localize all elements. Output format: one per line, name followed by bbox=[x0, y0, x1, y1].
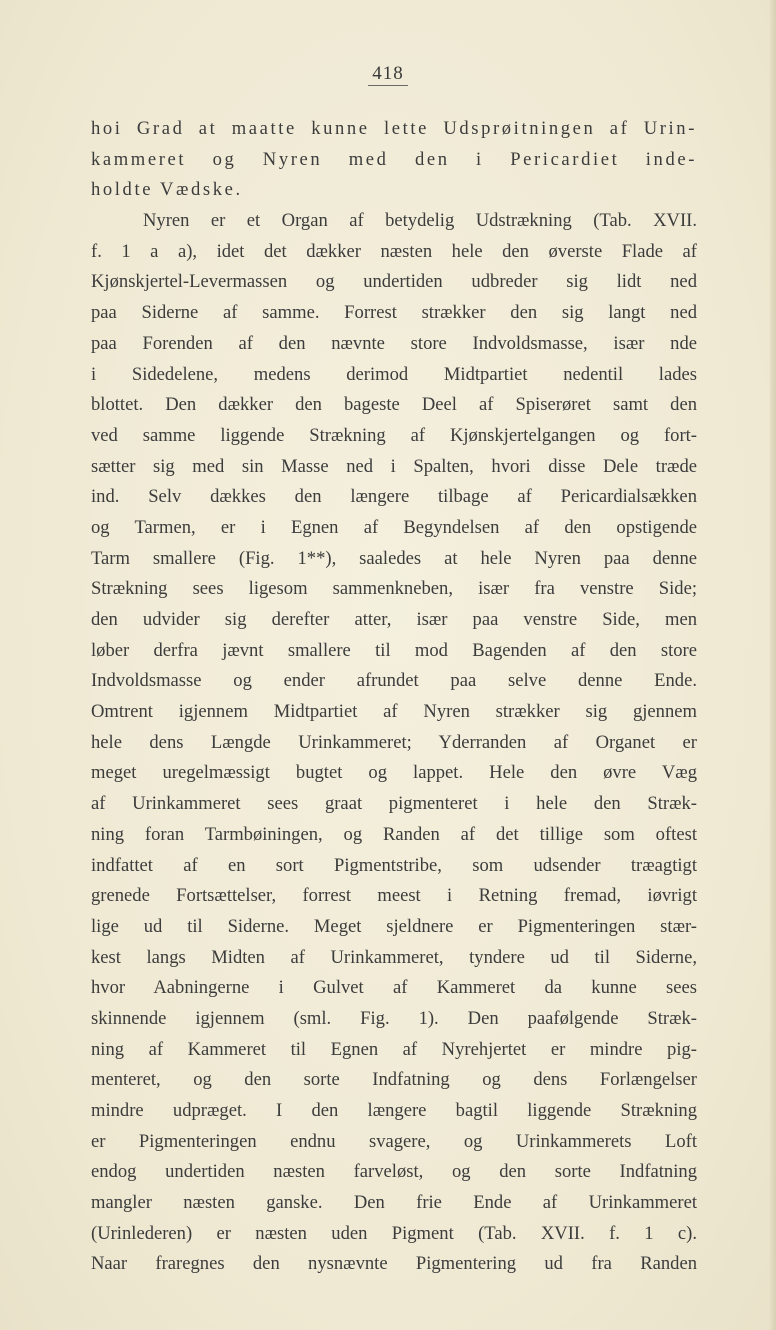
text-line: Indvoldsmasse og ender afrundet paa selve denne Ende. bbox=[91, 670, 697, 692]
text-line: blottet. Den dækker den bageste Deel af Spiserøret samt den bbox=[91, 394, 697, 416]
text-line: endog undertiden næsten farveløst, og den sorte Indfatning bbox=[91, 1161, 697, 1183]
text-line: Kjønskjertel-Levermassen og undertiden udbreder sig lidt ned bbox=[91, 271, 697, 293]
text-line: lige ud til Siderne. Meget sjeldnere er Pigmenteringen stær- bbox=[91, 915, 697, 937]
text-line: meget uregelmæssigt bugtet og lappet. Hele den øvre Væg bbox=[91, 762, 697, 784]
text-line: og Tarmen, er i Egnen af Begyndelsen af den opstigende bbox=[91, 516, 697, 538]
text-line: i Sidedelene, medens derimod Midtpartiet nedentil lades bbox=[91, 363, 697, 385]
text-line: hoi Grad at maatte kunne lette Udsprøitningen af Urin- bbox=[91, 118, 697, 139]
text-line: f. 1 a a), idet det dækker næsten hele den øverste Flade af bbox=[91, 240, 697, 262]
body-text bbox=[91, 114, 697, 1280]
text-line: kest langs Midten af Urinkammeret, tyndere ud til Siderne, bbox=[91, 946, 697, 968]
text-line: mindre udpræget. I den længere bagtil liggende Strækning bbox=[91, 1100, 697, 1121]
text-line: Nyren er et Organ af betydelig Udstrækning (Tab. XVII. bbox=[143, 210, 697, 232]
page-number-text: 418 bbox=[368, 64, 408, 86]
text-line: paa Siderne af samme. Forrest strækker den sig langt ned bbox=[91, 302, 697, 324]
text-line: den udvider sig derefter atter, især paa venstre Side, men bbox=[91, 609, 697, 630]
text-line: menteret, og den sorte Indfatning og dens Forlængelser bbox=[91, 1069, 697, 1091]
text-line: ved samme liggende Strækning af Kjønskjertelgangen og fort- bbox=[91, 424, 697, 446]
text-line: skinnende igjennem (sml. Fig. 1). Den paafølgende Stræk- bbox=[91, 1007, 697, 1029]
text-line: er Pigmenteringen endnu svagere, og Urinkammerets Loft bbox=[91, 1130, 697, 1152]
text-line: hele dens Længde Urinkammeret; Yderranden af Organet er bbox=[91, 731, 697, 753]
text-line: Strækning sees ligesom sammenkneben, især fra venstre Side; bbox=[91, 578, 697, 600]
text-line: grenede Fortsættelser, forrest meest i Retning fremad, iøvrigt bbox=[91, 885, 697, 907]
text-line: løber derfra jævnt smallere til mod Bagenden af den store bbox=[91, 639, 697, 661]
text-line: Omtrent igjennem Midtpartiet af Nyren strækker sig gjennem bbox=[91, 701, 697, 723]
text-line: ind. Selv dækkes den længere tilbage af Pericardialsækken bbox=[91, 486, 697, 508]
text-line: kammeret og Nyren med den i Pericardiet inde- bbox=[91, 148, 697, 170]
text-line: hvor Aabningerne i Gulvet af Kammeret da kunne sees bbox=[91, 977, 697, 999]
text-line: af Urinkammeret sees graat pigmenteret i hele den Stræk- bbox=[91, 793, 697, 815]
text-line: ning af Kammeret til Egnen af Nyrehjertet er mindre pig- bbox=[91, 1038, 697, 1060]
text-line: (Urinlederen) er næsten uden Pigment (Tab. XVII. f. 1 c). bbox=[91, 1222, 697, 1244]
text-line: holdte Vædske. bbox=[91, 179, 243, 201]
page-number bbox=[0, 63, 776, 86]
text-line: sætter sig med sin Masse ned i Spalten, hvori disse Dele træde bbox=[91, 455, 697, 477]
text-line: Tarm smallere (Fig. 1**), saaledes at hele Nyren paa denne bbox=[91, 547, 697, 569]
page-edge bbox=[770, 0, 776, 1330]
text-line: indfattet af en sort Pigmentstribe, som udsender træagtigt bbox=[91, 854, 697, 876]
text-line: paa Forenden af den nævnte store Indvoldsmasse, især nde bbox=[91, 332, 697, 354]
text-line: Naar fraregnes den nysnævnte Pigmentering ud fra Randen bbox=[91, 1253, 697, 1275]
text-line: ning foran Tarmbøiningen, og Randen af det tillige som oftest bbox=[91, 823, 697, 845]
text-line: mangler næsten ganske. Den frie Ende af Urinkammeret bbox=[91, 1192, 697, 1214]
